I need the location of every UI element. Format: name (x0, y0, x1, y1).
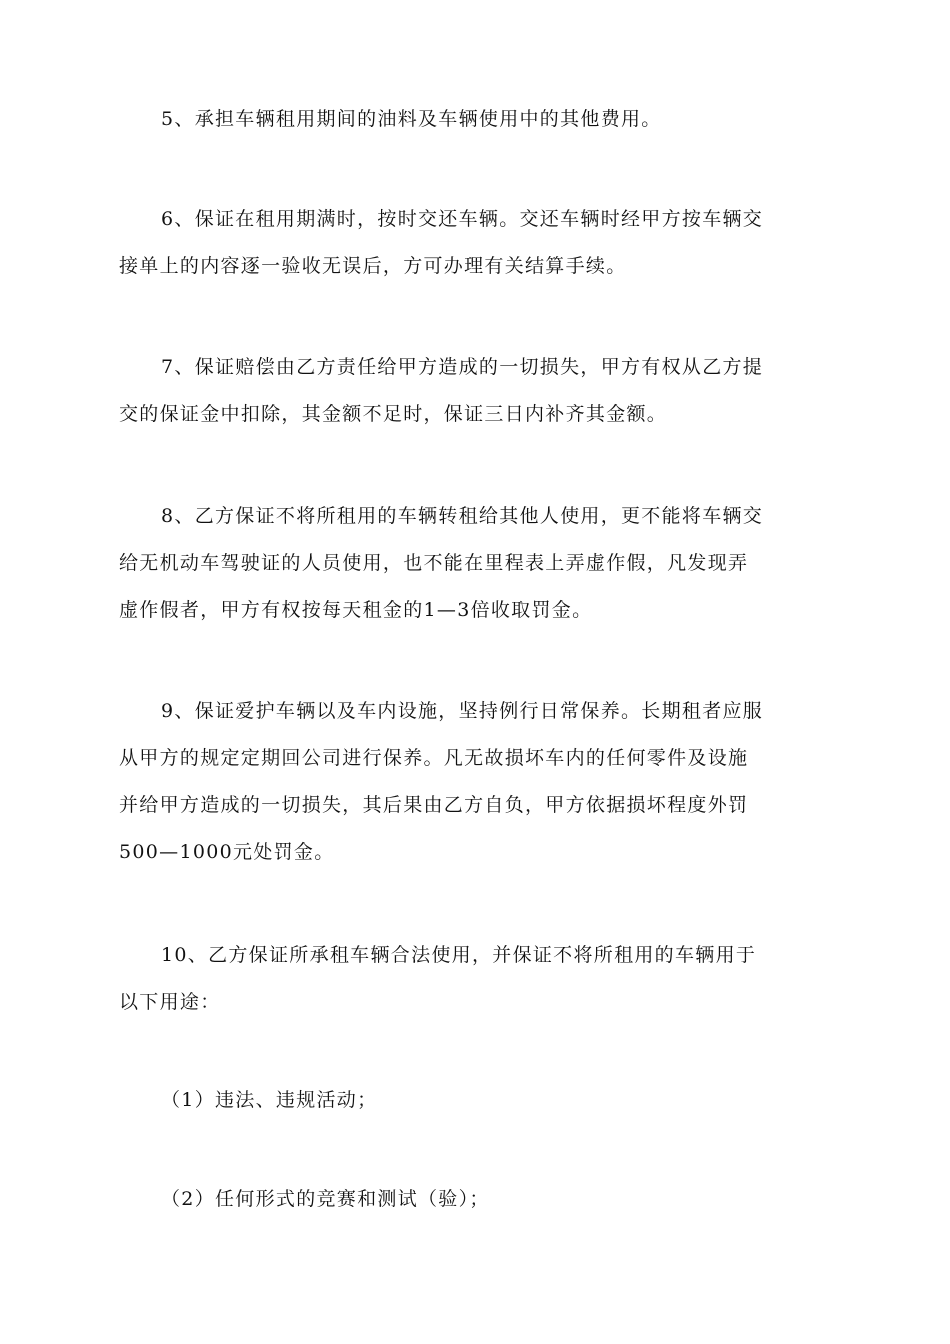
clause-9 (119, 688, 835, 876)
clause-5-line-1: 5、承担车辆租用期间的油料及车辆使用中的其他费用。 (161, 108, 662, 130)
clause-10-item-2 (119, 1176, 835, 1223)
clause-10-item-1-text: （1）违法、违规活动； (161, 1089, 378, 1111)
clause-8-line-2: 给无机动车驾驶证的人员使用，也不能在里程表上弄虚作假，凡发现弄 (119, 552, 749, 574)
clause-8 (119, 493, 835, 634)
clause-8-line-1: 8、乙方保证不将所租用的车辆转租给其他人使用，更不能将车辆交 (161, 505, 764, 527)
clause-9-line-1: 9、保证爱护车辆以及车内设施，坚持例行日常保养。长期租者应服 (161, 700, 764, 722)
clause-10 (119, 932, 835, 1026)
clause-10-line-2: 以下用途： (119, 991, 221, 1013)
clause-9-line-2: 从甲方的规定定期回公司进行保养。凡无故损坏车内的任何零件及设施 (119, 747, 749, 769)
clause-7-line-2: 交的保证金中扣除，其金额不足时，保证三日内补齐其金额。 (119, 403, 668, 425)
clause-9-line-3: 并给甲方造成的一切损失，其后果由乙方自负，甲方依据损坏程度外罚 (119, 794, 749, 816)
clause-6 (119, 196, 835, 290)
clause-6-line-1: 6、保证在租用期满时，按时交还车辆。交还车辆时经甲方按车辆交 (161, 208, 764, 230)
clause-10-item-2-text: （2）任何形式的竞赛和测试（验）； (161, 1188, 490, 1210)
clause-6-line-2: 接单上的内容逐一验收无误后，方可办理有关结算手续。 (119, 255, 627, 277)
clause-5 (119, 96, 835, 143)
clause-8-line-3: 虚作假者，甲方有权按每天租金的1—3倍收取罚金。 (119, 599, 593, 621)
clause-7-line-1: 7、保证赔偿由乙方责任给甲方造成的一切损失，甲方有权从乙方提 (161, 356, 764, 378)
clause-10-item-1 (119, 1077, 835, 1124)
clause-9-line-4: 500—1000元处罚金。 (119, 841, 335, 863)
clause-10-line-1: 10、乙方保证所承租车辆合法使用，并保证不将所租用的车辆用于 (161, 944, 757, 966)
clause-7 (119, 344, 835, 438)
